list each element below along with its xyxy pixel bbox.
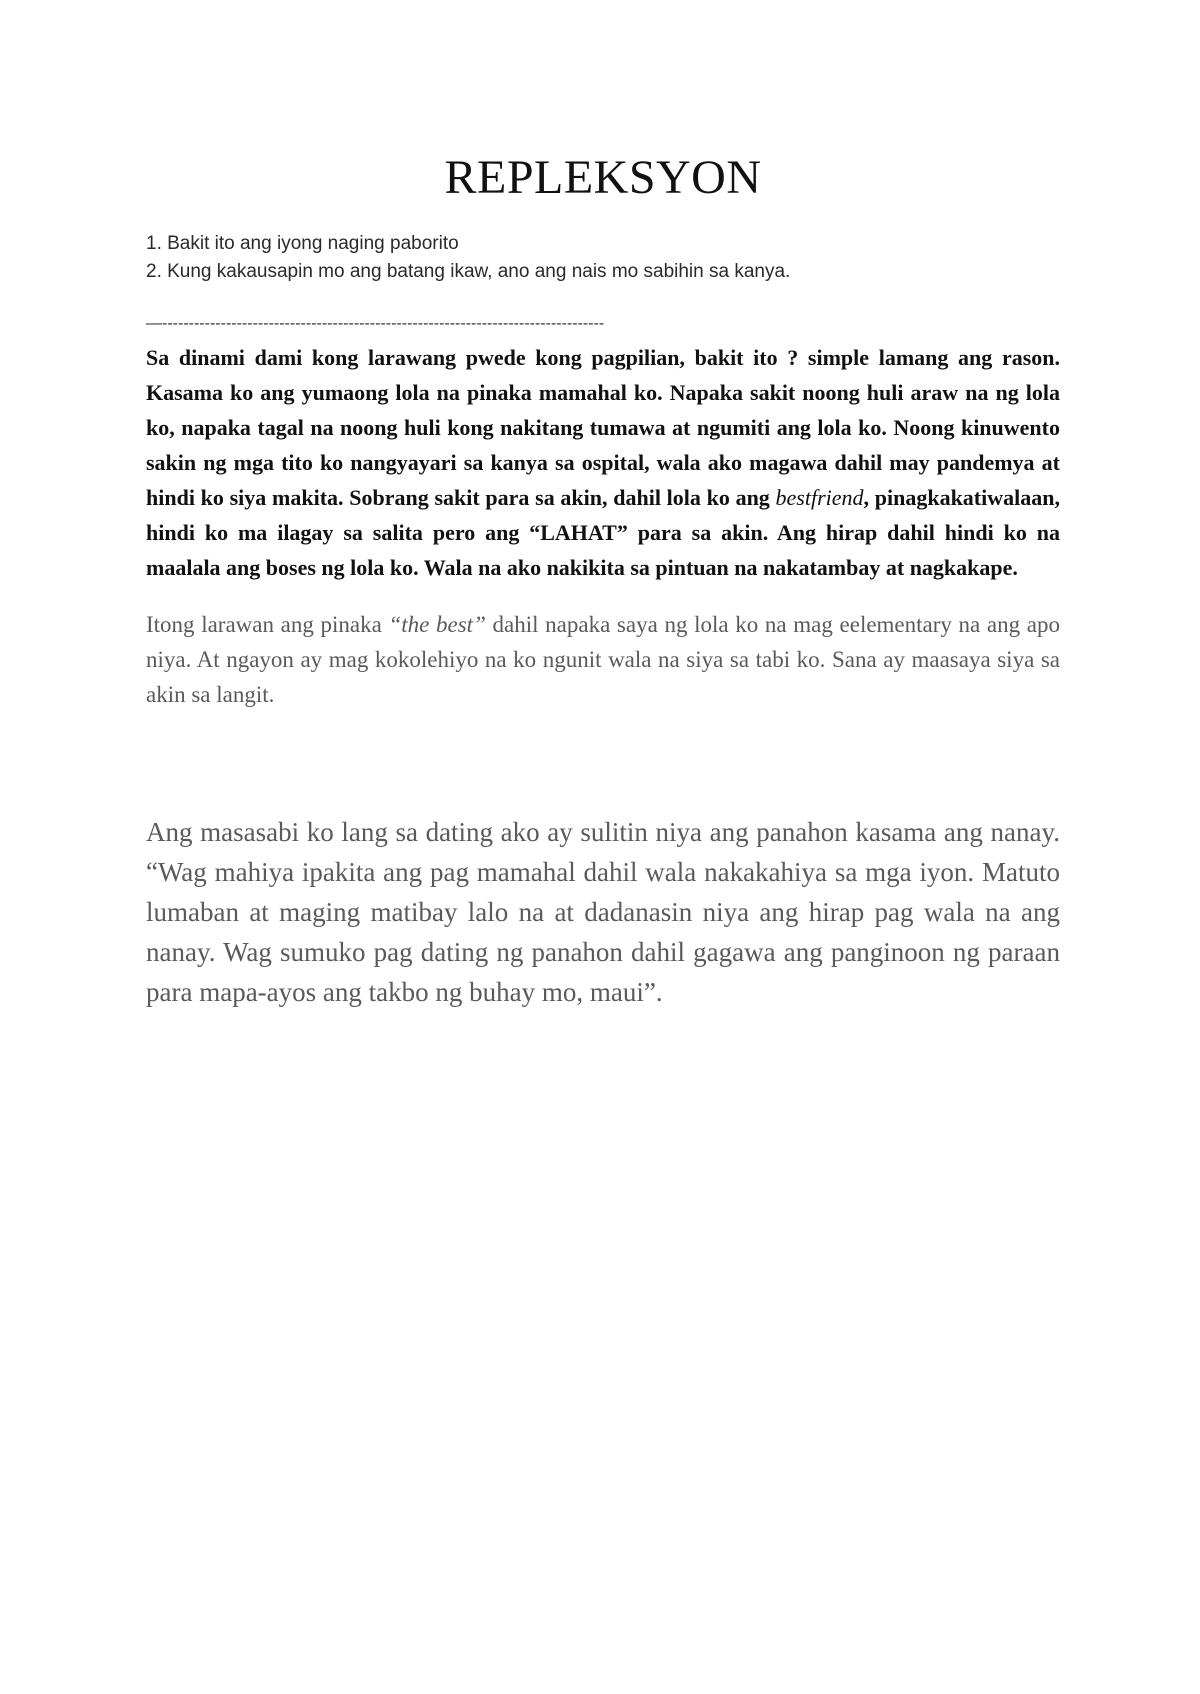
document-content: [146, 148, 1060, 1012]
page-title: REPLEKSYON: [444, 151, 762, 204]
question-list: [146, 230, 1060, 286]
paragraph-2-text-a: Itong larawan ang pinaka: [146, 612, 389, 637]
paragraph-1-text-a: Sa dinami dami kong larawang pwede kong pagpilian, bakit ito ? simple lamang ang rason. Kasama ko ang yumaong lola na pinaka mamahal ko. Napaka sakit noong huli araw na ng lola ko, napaka tagal na noong huli kong nakitang tumawa at ngumiti ang lola ko. Noong kinuwento sakin ng mga tito ko nangyayari sa kanya sa ospital, wala ako magawa dahil may pandemya at hindi ko siya makita. Sobrang sakit para sa akin, dahil lola ko ang: [146, 345, 1060, 510]
paragraph-2-italic: “the best”: [388, 612, 486, 637]
paragraph-answer-2: [146, 607, 1060, 712]
question-item-1: 1. Bakit ito ang iyong naging paborito: [146, 233, 459, 254]
paragraph-answer-3: Ang masasabi ko lang sa dating ako ay sulitin niya ang panahon kasama ang nanay. “Wag mahiya ipakita ang pag mamahal dahil wala nakakahiya sa mga iyon. Matuto lumaban at maging matibay lalo na at dadanasin niya ang hirap pag wala na ang nanay. Wag sumuko pag dating ng panahon dahil gagawa ang panginoon ng paraan para mapa-ayos ang takbo ng buhay mo, maui”.: [146, 817, 1060, 1007]
paragraph-1-text-b: , pinagkakatiwalaan, hindi ko ma ilagay sa salita pero ang “LAHAT” para sa akin. Ang hirap dahil hindi ko na maalala ang boses ng lola ko. Wala na ako nakikita sa pintuan na nakatambay at nagkakape.: [146, 485, 1060, 580]
question-item-2: 2. Kung kakausapin mo ang batang ikaw, ano ang nais mo sabihin sa kanya.: [146, 261, 791, 282]
paragraph-answer-1: [146, 340, 1060, 585]
paragraph-2-text-b: dahil napaka saya ng lola ko na mag eelementary na ang apo niya. At ngayon ay mag kokolehiyo na ko ngunit wala na siya sa tabi ko. Sana ay maasaya siya sa akin sa langit.: [146, 612, 1060, 707]
paragraph-1-italic: bestfriend: [775, 485, 864, 510]
divider-line: —-----------------------------------------------------------------------------------: [146, 315, 605, 332]
